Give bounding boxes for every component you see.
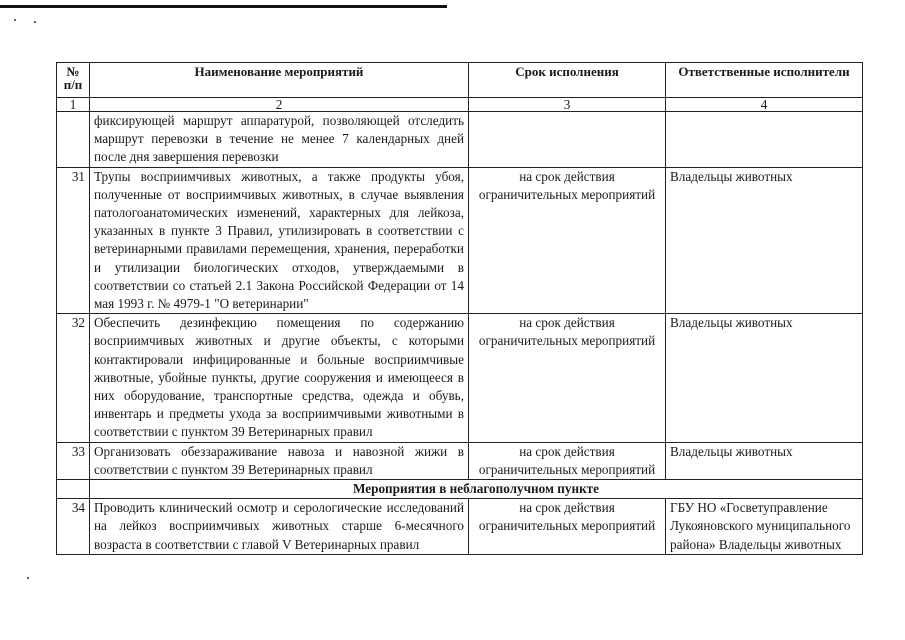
row-number: 32 [57,314,90,442]
table-row [57,112,863,168]
section-row [57,480,863,499]
row-description: Трупы восприимчивых животных, а также продукты убоя, полученные от восприимчивых животных, в случае выявления патологоанатомических изменений, характерных для лейкоза, указанных в пункте 3 Правил, утилизировать в соответствии с ветеринарными правилами перемещения, хранения, переработки и утилизации биологических отходов, утверждаемыми в соответствии со статьей 2.1 Закона Российской Федерации от 14 мая 1993 г. № 4979-1 "О ветеринарии" [90,167,469,314]
row-term: на срок действия ограничительных мероприятий [469,499,666,555]
index-cell: 1 [57,98,90,112]
top-rule [0,5,447,8]
row-number: 31 [57,167,90,314]
row-responsible [666,112,863,168]
row-description: Организовать обеззараживание навоза и навозной жижи в соответствии с пунктом 39 Ветеринарных правил [90,442,469,479]
row-description: фиксирующей маршрут аппаратурой, позволяющей отследить маршрут перевозки в течение не менее 7 календарных дней после дня завершения перевозки [90,112,469,168]
index-cell: 2 [90,98,469,112]
table-row [57,167,863,314]
index-cell: 4 [666,98,863,112]
header-resp: Ответственные исполнители [666,63,863,98]
row-number: 34 [57,499,90,555]
section-num-cell [57,480,90,499]
row-responsible: Владельцы животных [666,314,863,442]
measures-table [56,62,863,555]
scan-speck [14,19,16,21]
section-title: Мероприятия в неблагополучном пункте [90,480,863,499]
row-term: на срок действия ограничительных мероприятий [469,442,666,479]
column-index-row [57,98,863,112]
row-term: на срок действия ограничительных мероприятий [469,167,666,314]
index-cell: 3 [469,98,666,112]
row-description: Обеспечить дезинфекцию помещения по содержанию восприимчивых животных и другие объекты, с которыми контактировали инфицированные и больные восприимчивые животные, убойные пункты, другие сооружения и имеющееся в них оборудование, транспортные средства, одежда и обувь, инвентарь и предметы ухода за восприимчивыми животными в соответствии с пунктом 39 Ветеринарных правил [90,314,469,442]
table-row [57,314,863,442]
header-term: Срок исполнения [469,63,666,98]
header-num: № п/п [57,63,90,98]
scan-speck [27,577,29,579]
table-header-row [57,63,863,98]
row-description: Проводить клинический осмотр и серологические исследований на лейкоз восприимчивых животных старше 6-месячного возраста в соответствии с главой V Ветеринарных правил [90,499,469,555]
row-number [57,112,90,168]
scan-speck [34,21,36,23]
table-row [57,442,863,479]
row-responsible: ГБУ НО «Госветуправление Лукояновского муниципального района» Владельцы животных [666,499,863,555]
row-responsible: Владельцы животных [666,167,863,314]
row-number: 33 [57,442,90,479]
table-row [57,499,863,555]
row-responsible: Владельцы животных [666,442,863,479]
header-name: Наименование мероприятий [90,63,469,98]
row-term: на срок действия ограничительных мероприятий [469,314,666,442]
row-term [469,112,666,168]
